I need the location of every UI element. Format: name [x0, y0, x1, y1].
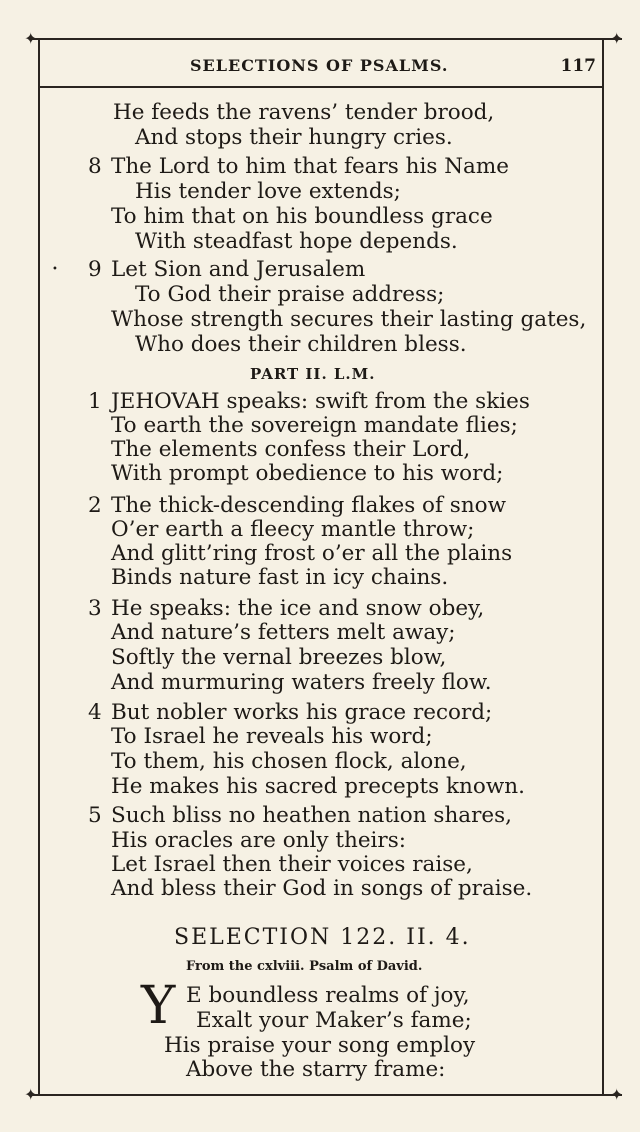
- verse-line: Exalt your Maker’s fame;: [196, 1008, 472, 1033]
- verse-line: His praise your song employ: [164, 1033, 476, 1058]
- verse-line: To him that on his boundless grace: [111, 204, 493, 229]
- verse-line: JEHOVAH speaks: swift from the skies: [111, 389, 530, 414]
- verse-line: And stops their hungry cries.: [135, 125, 453, 150]
- verse-line: To God their praise address;: [135, 282, 445, 307]
- right-border: [602, 38, 604, 1096]
- verse-line: Let Sion and Jerusalem: [111, 257, 366, 282]
- verse-line: Binds nature fast in icy chains.: [111, 565, 449, 590]
- verse-line: To earth the sovereign mandate flies;: [111, 413, 518, 438]
- corner-ornament-icon: ✦: [610, 29, 624, 48]
- verse-line: And bless their God in songs of praise.: [111, 876, 533, 901]
- verse-line: Whose strength secures their lasting gates,: [111, 307, 587, 332]
- stanza-number: 2: [88, 493, 102, 518]
- verse-line: Above the starry frame:: [186, 1057, 446, 1082]
- verse-line: With prompt obedience to his word;: [111, 461, 504, 486]
- verse-line: But nobler works his grace record;: [111, 700, 493, 725]
- top-rule: [30, 38, 622, 40]
- corner-ornament-icon: ✦: [610, 1085, 624, 1104]
- part-heading: PART II. L.M.: [250, 365, 376, 383]
- verse-line: Such bliss no heathen nation shares,: [111, 803, 512, 828]
- header-rule: [40, 86, 602, 88]
- selection-subtitle: From the cxlviii. Psalm of David.: [186, 959, 423, 974]
- verse-line: He feeds the ravens’ tender brood,: [113, 100, 495, 125]
- page-number: 117: [560, 56, 596, 76]
- stanza-number: 4: [88, 700, 102, 725]
- verse-line: The elements confess their Lord,: [111, 437, 471, 462]
- running-title: SELECTIONS OF PSALMS.: [190, 56, 449, 75]
- verse-line: To Israel he reveals his word;: [111, 724, 433, 749]
- verse-line: Who does their children bless.: [135, 332, 467, 357]
- running-header: [40, 56, 602, 78]
- verse-line: And murmuring waters freely flow.: [111, 670, 492, 695]
- verse-line: He makes his sacred precepts known.: [111, 774, 525, 799]
- stanza-number: 9: [88, 257, 102, 282]
- verse-line: To them, his chosen flock, alone,: [111, 749, 467, 774]
- left-border: [38, 38, 40, 1096]
- stanza-number: 8: [88, 154, 102, 179]
- verse-line: Let Israel then their voices raise,: [111, 852, 473, 877]
- verse-line: His tender love extends;: [135, 179, 401, 204]
- bottom-rule: [30, 1094, 622, 1096]
- stanza-number: 1: [88, 389, 102, 414]
- verse-line: Softly the vernal breezes blow,: [111, 645, 447, 670]
- verse-line: E boundless realms of joy,: [186, 983, 470, 1008]
- verse-line: The Lord to him that fears his Name: [111, 154, 509, 179]
- verse-line: With steadfast hope depends.: [135, 229, 458, 254]
- stanza-number: 5: [88, 803, 102, 828]
- stanza-number: 3: [88, 596, 102, 621]
- verse-line: And glitt’ring frost o’er all the plains: [111, 541, 513, 566]
- verse-line: His oracles are only theirs:: [111, 828, 406, 853]
- verse-line: The thick-descending flakes of snow: [111, 493, 507, 518]
- verse-line: And nature’s fetters melt away;: [111, 620, 456, 645]
- corner-ornament-icon: ✦: [24, 29, 38, 48]
- selection-title: SELECTION 122. II. 4.: [174, 925, 471, 950]
- verse-line: O’er earth a fleecy mantle throw;: [111, 517, 475, 542]
- margin-mark-icon: •: [52, 264, 58, 275]
- corner-ornament-icon: ✦: [24, 1085, 38, 1104]
- verse-line: He speaks: the ice and snow obey,: [111, 596, 485, 621]
- drop-cap: Y: [141, 976, 176, 1036]
